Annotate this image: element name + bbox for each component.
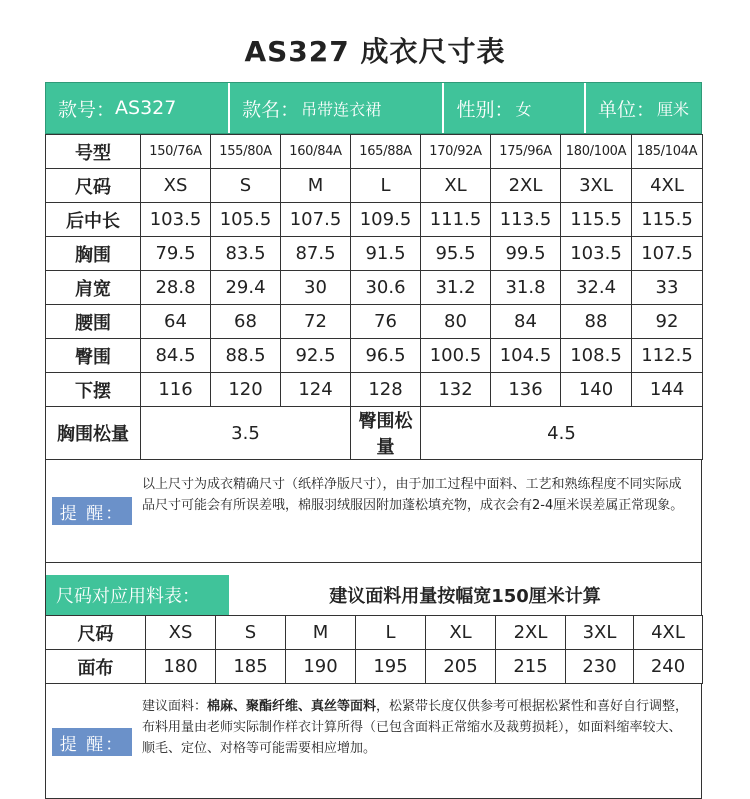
product-info-bar (45, 82, 702, 134)
reminder-text-2-prefix: 建议面料： (142, 699, 208, 714)
ease-row (46, 407, 703, 460)
reminder-box-2 (45, 684, 702, 799)
size-cell: 115.5 (561, 203, 632, 237)
size-cell: 31.2 (421, 271, 491, 305)
fabric-section-label: 尺码对应用料表： (46, 575, 229, 615)
gender-value: 女 (515, 99, 532, 119)
row-label: 下摆 (46, 373, 141, 407)
size-cell: 33 (632, 271, 703, 305)
size-cell: 103.5 (561, 237, 632, 271)
fabric-amount-cell: 205 (426, 650, 496, 684)
size-cell: 155/80A (211, 135, 281, 169)
row-label: 臀围 (46, 339, 141, 373)
fabric-size-cell: 2XL (496, 616, 566, 650)
size-cell: 100.5 (421, 339, 491, 373)
fabric-amount-cell: 240 (634, 650, 703, 684)
size-cell: 2XL (491, 169, 561, 203)
size-row (46, 203, 703, 237)
size-row (46, 271, 703, 305)
style-number (46, 83, 228, 133)
size-cell: 140 (561, 373, 632, 407)
size-cell: 124 (281, 373, 351, 407)
size-cell: 88.5 (211, 339, 281, 373)
size-cell: 128 (351, 373, 421, 407)
size-cell: 99.5 (491, 237, 561, 271)
size-cell: 113.5 (491, 203, 561, 237)
size-cell: 91.5 (351, 237, 421, 271)
size-cell: 132 (421, 373, 491, 407)
size-cell: 185/104A (632, 135, 703, 169)
size-cell: 79.5 (141, 237, 211, 271)
size-cell: 107.5 (281, 203, 351, 237)
size-cell: 136 (491, 373, 561, 407)
fabric-section-header (45, 575, 702, 615)
size-row (46, 237, 703, 271)
chest-ease-label: 胸围松量 (46, 407, 141, 460)
size-cell: 29.4 (211, 271, 281, 305)
size-cell: 88 (561, 305, 632, 339)
reminder-text-2-rest: ，松紧带长度仅供参考可根据松紧性和喜好自行调整，布料用量由老师实际制作样衣计算所得（已包含面料正常缩水及裁剪损耗），如面料缩率较大、顺毛、定位、对格等可能需要相应增加。 (142, 699, 689, 756)
chest-ease-value: 3.5 (141, 407, 351, 460)
size-cell: 144 (632, 373, 703, 407)
reminder-badge: 提 醒： (52, 497, 132, 525)
fabric-size-cell: L (356, 616, 426, 650)
size-row (46, 339, 703, 373)
size-cell: 96.5 (351, 339, 421, 373)
fabric-size-cell: 4XL (634, 616, 703, 650)
size-cell: M (281, 169, 351, 203)
style-label: 款号： (58, 98, 116, 121)
gender (442, 83, 583, 133)
row-label: 肩宽 (46, 271, 141, 305)
size-cell: 32.4 (561, 271, 632, 305)
hip-ease-value: 4.5 (421, 407, 703, 460)
size-cell: 80 (421, 305, 491, 339)
fabric-amount-cell: 230 (566, 650, 634, 684)
size-cell: 95.5 (421, 237, 491, 271)
size-cell: 64 (141, 305, 211, 339)
fabric-amount-cell: 180 (146, 650, 216, 684)
size-cell: 76 (351, 305, 421, 339)
fabric-size-cell: 3XL (566, 616, 634, 650)
unit-label: 单位： (597, 98, 655, 121)
size-cell: 175/96A (491, 135, 561, 169)
size-row (46, 169, 703, 203)
size-row (46, 373, 703, 407)
reminder-box (45, 460, 702, 563)
hip-ease-label: 臀围松量 (351, 407, 421, 460)
row-label: 号型 (46, 135, 141, 169)
size-chart (45, 82, 702, 799)
fabric-size-cell: XL (426, 616, 496, 650)
size-cell: 111.5 (421, 203, 491, 237)
reminder-text-2 (142, 696, 693, 759)
size-cell: 170/92A (421, 135, 491, 169)
style-value: AS327 (115, 97, 177, 119)
row-label: 尺码 (46, 169, 141, 203)
fabric-size-label: 尺码 (46, 616, 146, 650)
page-title: AS327 成衣尺寸表 (244, 35, 506, 68)
size-row (46, 135, 703, 169)
reminder-badge-2: 提 醒： (52, 728, 132, 756)
fabric-size-row (46, 616, 703, 650)
size-cell: 116 (141, 373, 211, 407)
size-cell: 92.5 (281, 339, 351, 373)
fabric-table (45, 615, 703, 684)
size-cell: 115.5 (632, 203, 703, 237)
unit-value: 厘米 (656, 99, 689, 119)
size-cell: 84.5 (141, 339, 211, 373)
size-cell: 112.5 (632, 339, 703, 373)
size-cell: 165/88A (351, 135, 421, 169)
size-cell: XL (421, 169, 491, 203)
fabric-size-cell: S (216, 616, 286, 650)
fabric-section-note: 建议面料用量按幅宽150厘米计算 (329, 586, 601, 607)
size-cell: 109.5 (351, 203, 421, 237)
row-label: 胸围 (46, 237, 141, 271)
name-label: 款名： (242, 98, 300, 121)
fabric-size-cell: M (286, 616, 356, 650)
fabric-size-cell: XS (146, 616, 216, 650)
fabric-amount-row (46, 650, 703, 684)
size-cell: 105.5 (211, 203, 281, 237)
size-cell: 31.8 (491, 271, 561, 305)
size-cell: 84 (491, 305, 561, 339)
size-cell: L (351, 169, 421, 203)
fabric-amount-label: 面布 (46, 650, 146, 684)
row-label: 腰围 (46, 305, 141, 339)
size-cell: 4XL (632, 169, 703, 203)
unit (584, 83, 701, 133)
row-label: 后中长 (46, 203, 141, 237)
size-cell: 120 (211, 373, 281, 407)
size-cell: 103.5 (141, 203, 211, 237)
size-cell: 180/100A (561, 135, 632, 169)
size-cell: 28.8 (141, 271, 211, 305)
size-cell: 160/84A (281, 135, 351, 169)
reminder-text-2-bold: 棉麻、聚酯纤维、真丝等面料 (207, 699, 377, 714)
gender-label: 性别： (456, 98, 514, 121)
fabric-amount-cell: 195 (356, 650, 426, 684)
size-cell: XS (141, 169, 211, 203)
fabric-amount-cell: 215 (496, 650, 566, 684)
size-cell: 3XL (561, 169, 632, 203)
size-row (46, 305, 703, 339)
name-value: 吊带连衣裙 (301, 99, 382, 119)
size-cell: 104.5 (491, 339, 561, 373)
size-cell: 150/76A (141, 135, 211, 169)
reminder-text: 以上尺寸为成衣精确尺寸（纸样净版尺寸），由于加工过程中面料、工艺和熟练程度不同实际成品尺寸可能会有所误差哦，棉服羽绒服因附加蓬松填充物，成衣会有2-4厘米误差属正常现象。 (142, 477, 684, 513)
size-cell: 72 (281, 305, 351, 339)
size-cell: 68 (211, 305, 281, 339)
size-cell: 30.6 (351, 271, 421, 305)
fabric-amount-cell: 190 (286, 650, 356, 684)
size-cell: 108.5 (561, 339, 632, 373)
size-cell: S (211, 169, 281, 203)
size-cell: 30 (281, 271, 351, 305)
spacer (45, 563, 702, 575)
size-table (45, 134, 703, 460)
size-cell: 87.5 (281, 237, 351, 271)
size-cell: 83.5 (211, 237, 281, 271)
style-name (228, 83, 442, 133)
size-cell: 107.5 (632, 237, 703, 271)
fabric-amount-cell: 185 (216, 650, 286, 684)
size-cell: 92 (632, 305, 703, 339)
